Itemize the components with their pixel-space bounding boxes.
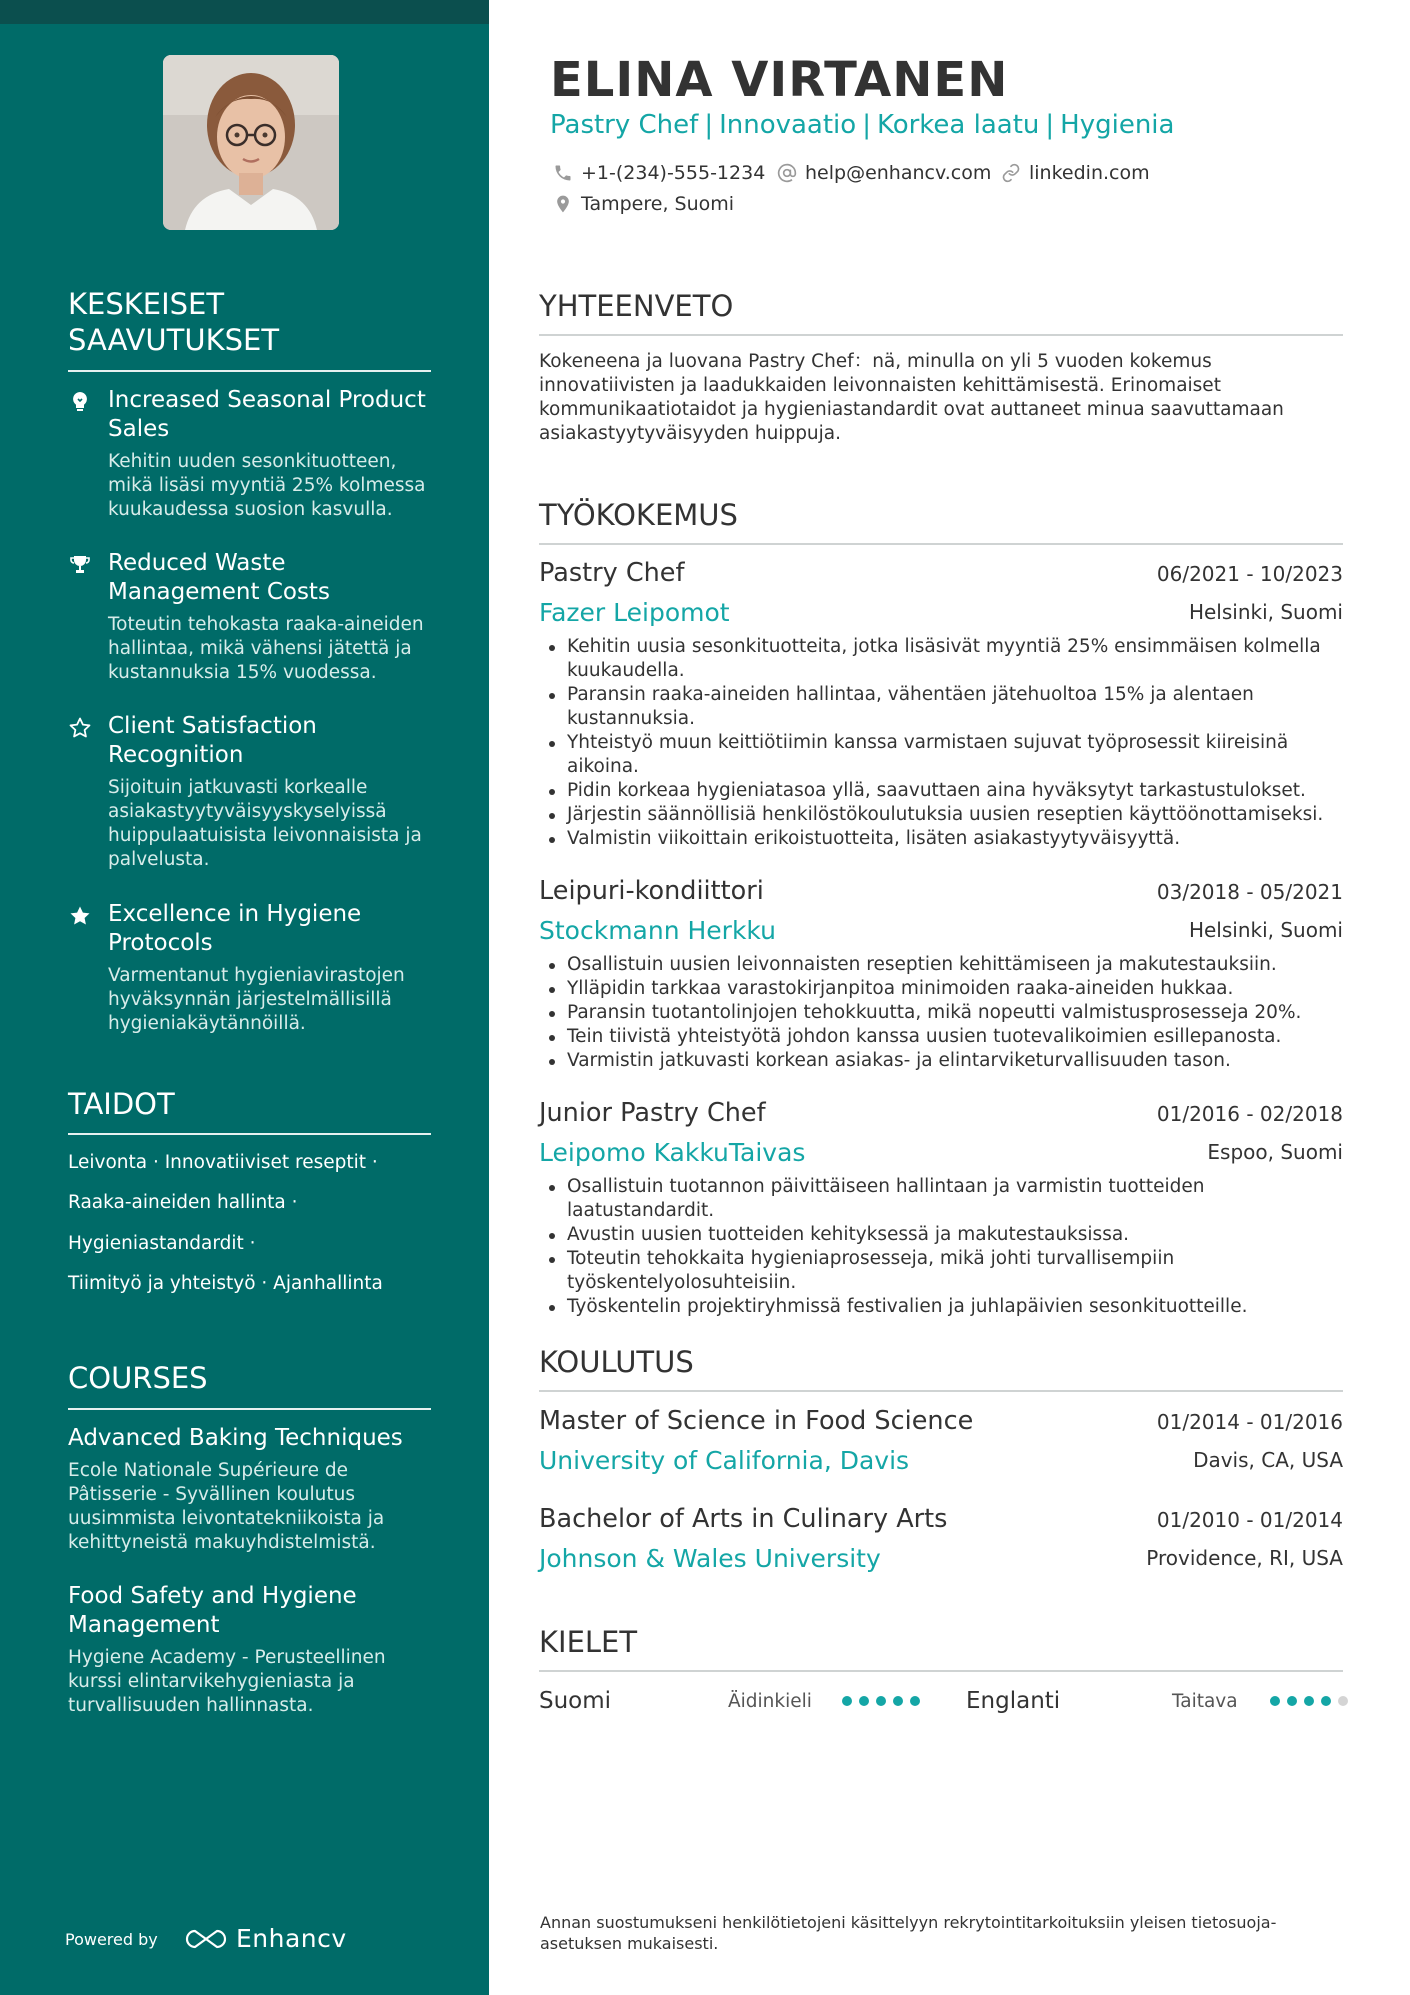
enhancv-logo-text: Enhancv [236, 1924, 347, 1953]
education-dates: 01/2010 - 01/2014 [1156, 1508, 1343, 1532]
skills-line: Raaka-aineiden hallinta · [68, 1192, 298, 1213]
job-title: Pastry Chef [539, 558, 685, 588]
job-bullet: Paransin raaka-aineiden hallintaa, vähentäen jätehuoltoa 15% ja alentaen kustannuksia. [567, 683, 1343, 731]
achievement-description: Kehitin uuden sesonkituotteen, mikä lisäsi myyntiä 25% kolmessa kuukaudessa suosion kasvulla. [108, 451, 426, 520]
job-title: Leipuri-kondiittori [539, 876, 764, 906]
languages-title: KIELET [539, 1625, 638, 1659]
skills-title: TAIDOT [68, 1087, 175, 1121]
rating-dot-filled [1270, 1696, 1280, 1706]
powered-by-label: Powered by [65, 1930, 158, 1949]
job-location: Helsinki, Suomi [1188, 918, 1343, 942]
education-location: Providence, RI, USA [1146, 1546, 1343, 1570]
language-rating [1270, 1696, 1348, 1706]
course-title: Food Safety and Hygiene Management [68, 1583, 357, 1638]
job-bullets [539, 953, 1343, 1073]
achievement-item [68, 386, 438, 522]
course-title: Advanced Baking Techniques [68, 1425, 403, 1451]
course-item [68, 1424, 430, 1555]
contact-phone[interactable] [553, 161, 765, 185]
rating-dot-filled [876, 1696, 886, 1706]
rating-dot-filled [859, 1696, 869, 1706]
achievement-description: Varmentanut hygieniavirastojen hyväksynnän järjestelmällisillä hygieniakäytännöillä. [108, 965, 405, 1034]
education-entry [539, 1405, 1343, 1483]
degree-title: Bachelor of Arts in Culinary Arts [539, 1504, 948, 1534]
course-description: Hygiene Academy - Perusteellinen kurssi elintarvikehygieniasta ja turvallisuuden hallinnasta. [68, 1647, 386, 1716]
job-company: Stockmann Herkku [539, 916, 776, 945]
sidebar-top-bar [0, 0, 489, 24]
achievement-description: Sijoituin jatkuvasti korkealle asiakastyytyväisyyskyselyissä huippulaatuisista leivonnaisista ja palvelusta. [108, 777, 422, 870]
gdpr-consent-text: Annan suostumukseni henkilötietojeni käsittelyyn rekrytointitarkoituksiin yleisen tietosuoja-asetuksen mukaisesti. [540, 1913, 1277, 1953]
language-rating [842, 1696, 920, 1706]
languages-row [539, 1686, 1343, 1720]
phone-icon [553, 163, 573, 183]
candidate-name: ELINA VIRTANEN [550, 52, 1009, 108]
education-location: Davis, CA, USA [1193, 1448, 1343, 1472]
profile-photo [163, 55, 339, 230]
achievements-title: KESKEISET SAAVUTUKSET [68, 287, 280, 357]
job-bullet: Osallistuin tuotannon päivittäiseen hallintaan ja varmistin tuotteiden laatustandardit. [567, 1175, 1343, 1223]
achievement-item [68, 549, 438, 685]
job-bullet: Pidin korkeaa hygieniatasoa yllä, saavuttaen aina hyväksytyt tarkastustulokset. [567, 779, 1343, 803]
job-entry [539, 875, 1343, 1073]
enhancv-logo-icon [184, 1928, 228, 1950]
email-text: help@enhancv.com [805, 162, 992, 184]
website-text: linkedin.com [1029, 162, 1150, 184]
degree-title: Master of Science in Food Science [539, 1406, 974, 1436]
at-sign-icon [777, 163, 797, 183]
achievement-item [68, 712, 438, 872]
job-dates: 06/2021 - 10/2023 [1156, 562, 1343, 586]
job-entry [539, 557, 1343, 851]
rating-dot-filled [1321, 1696, 1331, 1706]
job-bullet: Varmistin jatkuvasti korkean asiakas- ja elintarviketurvallisuuden tason. [567, 1049, 1343, 1073]
job-location: Espoo, Suomi [1207, 1140, 1343, 1164]
contact-email[interactable] [777, 161, 991, 185]
job-entry [539, 1097, 1343, 1319]
achievements-divider [68, 370, 431, 372]
star-filled-icon [68, 904, 92, 928]
link-icon [1001, 163, 1021, 183]
education-entry [539, 1503, 1343, 1581]
phone-text: +1-(234)-555-1234 [581, 162, 766, 184]
lightbulb-icon [68, 390, 92, 414]
job-bullet: Kehitin uusia sesonkituotteita, jotka lisäsivät myyntiä 25% ensimmäisen kolmella kuukaudella. [567, 635, 1343, 683]
courses-title: COURSES [68, 1361, 208, 1395]
achievement-item [68, 900, 438, 1036]
summary-title: YHTEENVETO [539, 289, 734, 323]
job-company: Fazer Leipomot [539, 598, 730, 627]
rating-dot-filled [910, 1696, 920, 1706]
skills-line: Hygieniastandardit · [68, 1233, 256, 1254]
course-item [68, 1582, 430, 1718]
job-bullet: Osallistuin uusien leivonnaisten reseptien kehittämiseen ja makutestauksiin. [567, 953, 1343, 977]
job-bullet: Avustin uusien tuotteiden kehityksessä ja makutestauksissa. [567, 1223, 1343, 1247]
job-title: Junior Pastry Chef [539, 1098, 766, 1128]
skills-divider [68, 1133, 431, 1135]
language-level: Äidinkieli [728, 1691, 812, 1712]
education-dates: 01/2014 - 01/2016 [1156, 1410, 1343, 1434]
job-dates: 03/2018 - 05/2021 [1156, 880, 1343, 904]
trophy-icon [68, 553, 92, 577]
skills-line: Tiimityö ja yhteistyö · Ajanhallinta [68, 1273, 383, 1294]
achievement-title: Reduced Waste Management Costs [108, 550, 330, 605]
job-bullet: Työskentelin projektiryhmissä festivalien ja juhlapäivien sesonkituotteille. [567, 1295, 1343, 1319]
education-title: KOULUTUS [539, 1345, 694, 1379]
job-bullet: Yhteistyö muun keittiötiimin kanssa varmistaen sujuvat työprosessit kiireisinä aikoina. [567, 731, 1343, 779]
profile-photo-illustration [163, 55, 339, 230]
rating-dot-filled [893, 1696, 903, 1706]
tagline-item: Innovaatio [719, 110, 857, 140]
skills-line: Leivonta · Innovatiiviset reseptit · [68, 1152, 378, 1173]
rating-dot-filled [1287, 1696, 1297, 1706]
tagline-item: Pastry Chef [550, 110, 699, 140]
contact-website[interactable] [1001, 161, 1150, 185]
school-name: University of California, Davis [539, 1446, 910, 1475]
job-bullet: Ylläpidin tarkkaa varastokirjanpitoa minimoiden raaka-aineiden hukkaa. [567, 977, 1343, 1001]
courses-divider [68, 1408, 431, 1410]
enhancv-logo[interactable] [184, 1924, 347, 1953]
language-name: Suomi [539, 1688, 612, 1714]
job-bullets [539, 635, 1343, 851]
experience-title: TYÖKOKEMUS [539, 498, 738, 532]
tagline-item: Korkea laatu [876, 110, 1040, 140]
tagline-item: Hygienia [1060, 110, 1175, 140]
achievement-title: Client Satisfaction Recognition [108, 713, 317, 768]
headline-tagline: Pastry Chef | Innovaatio | Korkea laatu | Hygienia [550, 110, 1175, 140]
achievement-title: Increased Seasonal Product Sales [108, 387, 426, 442]
summary-text: Kokeneena ja luovana Pastry Chef：nä, minulla on yli 5 vuoden kokemus innovatiivisten ja laadukkaiden leivonnaisten kehittämisestä. Erinomaiset kommunikaatiotaidot ja hygieniastandardit ovat auttaneet minua saavuttamaan asiakastyytyväisyyden huippuja. [539, 351, 1284, 444]
achievement-title: Excellence in Hygiene Protocols [108, 901, 362, 956]
job-bullet: Toteutin tehokkaita hygieniaprosesseja, mikä johti turvallisempiin työskentelyolosuhteisiin. [567, 1247, 1343, 1295]
job-bullet: Tein tiivistä yhteistyötä johdon kanssa uusien tuotevalikoimien esillepanosta. [567, 1025, 1343, 1049]
summary-divider [539, 334, 1343, 336]
location-pin-icon [553, 194, 573, 214]
school-name: Johnson & Wales University [539, 1544, 881, 1573]
job-bullet: Paransin tuotantolinjojen tehokkuutta, mikä nopeutti valmistusprosesseja 20%. [567, 1001, 1343, 1025]
job-bullets [539, 1175, 1343, 1319]
job-dates: 01/2016 - 02/2018 [1156, 1102, 1343, 1126]
job-bullet: Järjestin säännöllisiä henkilöstökoulutuksia uusien reseptien käyttöönottamiseksi. [567, 803, 1343, 827]
languages-divider [539, 1670, 1343, 1672]
course-description: Ecole Nationale Supérieure de Pâtisserie - Syvällinen koulutus uusimmista leivontatekniikoista ja kehittyneistä makuyhdistelmistä. [68, 1460, 385, 1553]
achievement-description: Toteutin tehokasta raaka-aineiden hallintaa, mikä vähensi jätettä ja kustannuksia 15% vuodessa. [108, 614, 424, 683]
language-name: Englanti [966, 1688, 1061, 1714]
education-divider [539, 1390, 1343, 1392]
rating-dot-empty [1338, 1696, 1348, 1706]
location-text: Tampere, Suomi [581, 193, 735, 215]
job-location: Helsinki, Suomi [1188, 600, 1343, 624]
job-company: Leipomo KakkuTaivas [539, 1138, 806, 1167]
job-bullet: Valmistin viikoittain erikoistuotteita, lisäten asiakastyytyväisyyttä. [567, 827, 1343, 851]
rating-dot-filled [842, 1696, 852, 1706]
sidebar [0, 0, 489, 1995]
contact-location [553, 192, 734, 216]
star-outline-icon [68, 716, 92, 740]
language-level: Taitava [1172, 1691, 1238, 1712]
rating-dot-filled [1304, 1696, 1314, 1706]
experience-divider [539, 543, 1343, 545]
